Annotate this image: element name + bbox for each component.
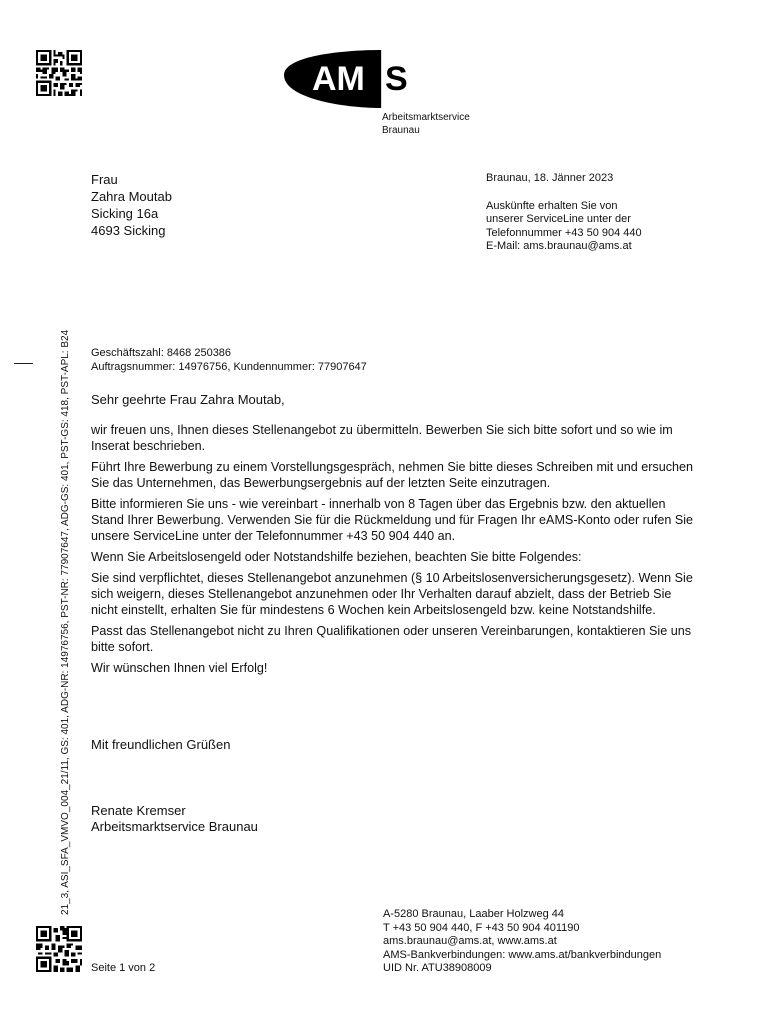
page-number: Seite 1 von 2 [91, 962, 156, 974]
logo-text-left: AM [312, 60, 365, 98]
signature-block [91, 803, 258, 835]
reference-block [91, 346, 367, 374]
letter-body [91, 422, 701, 681]
signature-org: Arbeitsmarktservice Braunau [91, 819, 258, 834]
logo-text-right: S [385, 60, 408, 98]
footer-line: T +43 50 904 440, F +43 50 904 401190 [383, 921, 580, 934]
signature-name: Renate Kremser [91, 803, 186, 818]
footer-line: UID Nr. ATU38908009 [383, 962, 492, 974]
recipient-line: Frau [91, 172, 118, 187]
recipient-line: 4693 Sicking [91, 223, 166, 238]
recipient-address [91, 171, 172, 239]
body-paragraph: Passt das Stellenangebot nicht zu Ihren Qualifikationen oder unseren Vereinbarungen, kontaktieren Sie uns bitte sofort. [91, 624, 691, 654]
recipient-line: Zahra Moutab [91, 189, 172, 204]
side-reference-code: 21_3, ASI_SFA_VMVO_004_21/11, GS: 401, ADG-NR: 14976756, PST-NR: 77907647, ADG-GS: 401, PST-GS: 418, PST-APL: B24 [60, 329, 71, 915]
salutation: Sehr geehrte Frau Zahra Moutab, [91, 392, 285, 407]
footer-line: ams.braunau@ams.at, www.ams.at [383, 935, 557, 947]
footer-contact [383, 908, 661, 976]
qr-code-bottom-icon [36, 926, 82, 972]
footer-line: AMS-Bankverbindungen: www.ams.at/bankverbindungen [383, 948, 662, 961]
body-paragraph: Wir wünschen Ihnen viel Erfolg! [91, 661, 268, 675]
body-paragraph: Sie sind verpflichtet, dieses Stellenangebot anzunehmen (§ 10 Arbeitslosenversicherungsgesetz). Wenn Sie sich weigern, dieses Stellenangebot anzunehmen oder Ihr Verhalten darauf abzielt, dass der Betrieb Sie nicht einstellt, erhalten Sie für mindestens 6 Wochen kein Arbeitslosengeld bzw. keine Notstandshilfe. [91, 571, 693, 617]
recipient-line: Sicking 16a [91, 206, 159, 221]
body-paragraph: Bitte informieren Sie uns - wie vereinbart - innerhalb von 8 Tagen über das Ergebnis bzw. den aktuellen Stand Ihrer Bewerbung. Verwenden Sie für die Rückmeldung und für Fragen Ihr eAMS-Konto oder rufen Sie unsere ServiceLine unter der Telefonnummer +43 50 904 440 an. [91, 497, 694, 543]
letter-date: Braunau, 18. Jänner 2023 [486, 172, 614, 184]
reference-line: Geschäftszahl: 8468 250386 [91, 347, 232, 359]
logo-subtitle-line1: Arbeitsmarktservice [382, 112, 470, 123]
body-paragraph: Wenn Sie Arbeitslosengeld oder Notstandshilfe beziehen, beachten Sie bitte Folgendes: [91, 550, 582, 564]
info-line: Telefonnummer +43 50 904 440 [486, 226, 642, 239]
qr-code-top-icon [36, 50, 82, 96]
body-paragraph: wir freuen uns, Ihnen dieses Stellenangebot zu übermitteln. Bewerben Sie sich bitte sofort und so wie im Inserat beschrieben. [91, 423, 673, 453]
logo-subtitle [382, 111, 470, 137]
footer-line: A-5280 Braunau, Laaber Holzweg 44 [383, 908, 565, 920]
reference-line: Auftragsnummer: 14976756, Kundennummer: 77907647 [91, 361, 367, 373]
info-block [486, 172, 642, 254]
info-line: Auskünfte erhalten Sie von [486, 199, 618, 212]
body-paragraph: Führt Ihre Bewerbung zu einem Vorstellungsgespräch, nehmen Sie bitte dieses Schreiben mit und ersuchen Sie das Unternehmen, das Bewerbungsergebnis auf der letzten Seite einzutragen. [91, 460, 694, 490]
info-line: unserer ServiceLine unter der [486, 213, 631, 225]
closing: Mit freundlichen Grüßen [91, 737, 231, 752]
logo-subtitle-line2: Braunau [382, 125, 420, 136]
fold-mark [14, 363, 33, 364]
info-email: E-Mail: ams.braunau@ams.at [486, 240, 632, 252]
